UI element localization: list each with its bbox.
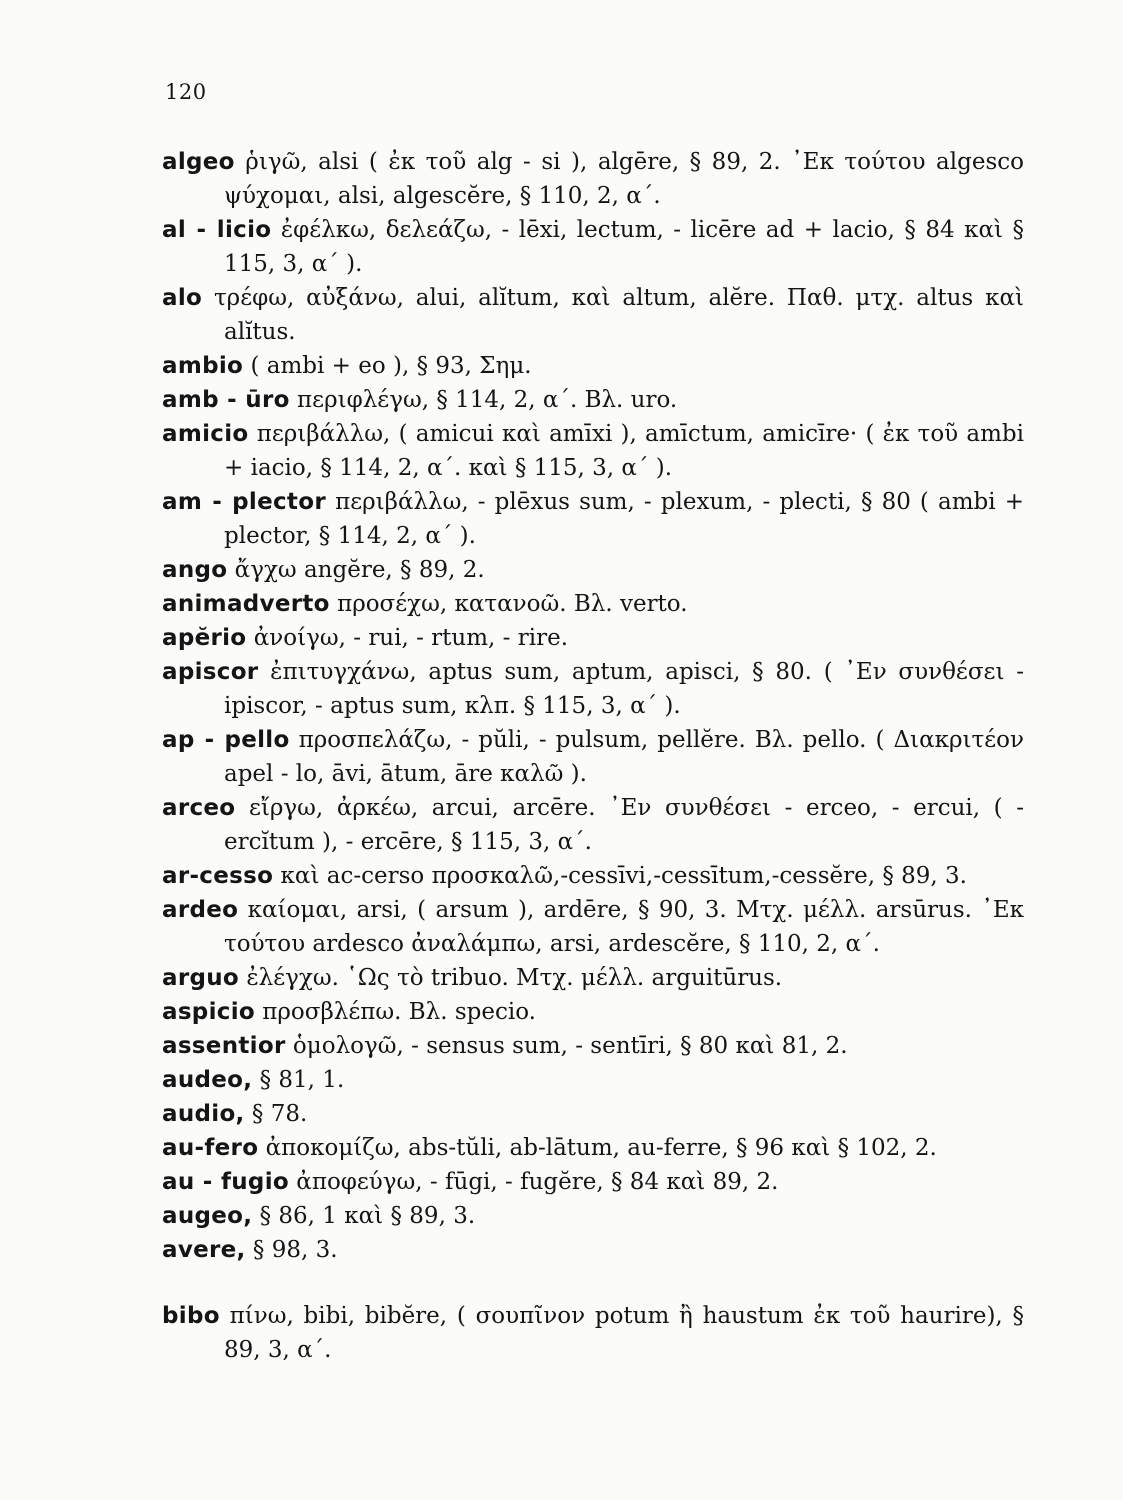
definition: περιβάλλω, ( amicui καὶ amīxi ), amīctum, amicīre· ( ἐκ τοῦ ambi + iacio, § 114, 2, α΄. καὶ § 115, 3, α΄ ). xyxy=(224,421,1024,481)
entry-avere xyxy=(162,1233,1024,1267)
entry-list xyxy=(162,145,1024,1367)
entry-bibo xyxy=(162,1299,1024,1367)
headword: bibo xyxy=(162,1303,220,1329)
entry-alo xyxy=(162,281,1024,349)
definition: πίνω, bibi, bibĕre, ( σουπῖνον potum ἢ haustum ἐκ τοῦ haurire), § 89, 3, α΄. xyxy=(219,1303,1024,1363)
headword: algeo xyxy=(162,149,235,175)
entry-ap-pello xyxy=(162,723,1024,791)
headword: ap - pello xyxy=(162,727,290,753)
headword: arguo xyxy=(162,965,240,991)
definition: § 78. xyxy=(244,1101,308,1127)
entry-ardeo xyxy=(162,893,1024,961)
entry-apiscor xyxy=(162,655,1024,723)
headword: alo xyxy=(162,285,203,311)
headword: arceo xyxy=(162,795,236,821)
definition: ἀποκομίζω, abs-tŭli, ab-lātum, au-ferre, § 96 καὶ § 102, 2. xyxy=(258,1135,937,1161)
headword: amicio xyxy=(162,421,249,447)
definition: ἀνοίγω, - rui, - rtum, - rire. xyxy=(246,625,569,651)
definition: ἐπιτυγχάνω, aptus sum, aptum, apisci, § 80. ( ᾿Εν συνθέσει - ipiscor, - aptus sum, κλπ. § 115, 3, α΄ ). xyxy=(224,659,1024,719)
entry-amicio xyxy=(162,417,1024,485)
entry-ambio xyxy=(162,349,1024,383)
headword: audeo, xyxy=(162,1067,253,1093)
headword: ar-cesso xyxy=(162,863,274,889)
definition: τρέφω, αὐξάνω, alui, alĭtum, καὶ altum, alĕre. Παθ. μτχ. altus καὶ alĭtus. xyxy=(202,285,1024,345)
headword: ardeo xyxy=(162,897,239,923)
definition: ῥιγῶ, alsi ( ἐκ τοῦ alg - si ), algēre, § 89, 2. ᾿Εκ τούτου algesco ψύχομαι, alsi, algescĕre, § 110, 2, α΄. xyxy=(224,149,1024,209)
headword: audio, xyxy=(162,1101,245,1127)
entry-algeo xyxy=(162,145,1024,213)
headword: al - licio xyxy=(162,217,272,243)
entry-arguo xyxy=(162,961,1024,995)
headword: apiscor xyxy=(162,659,259,685)
definition: ἄγχω angĕre, § 89, 2. xyxy=(227,557,485,583)
entry-aperio xyxy=(162,621,1024,655)
entry-au-fero xyxy=(162,1131,1024,1165)
entry-ar-cesso xyxy=(162,859,1024,893)
headword: animadverto xyxy=(162,591,330,617)
entry-al-licio xyxy=(162,213,1024,281)
entry-arceo xyxy=(162,791,1024,859)
definition: προσβλέπω. Βλ. specio. xyxy=(254,999,536,1025)
entry-am-plector xyxy=(162,485,1024,553)
entry-assentior xyxy=(162,1029,1024,1063)
definition: εἴργω, ἀρκέω, arcui, arcēre. ᾿Εν συνθέσει - erceo, - ercui, ( - ercĭtum ), - ercēre, § 115, 3, α΄. xyxy=(224,795,1024,855)
headword: augeo, xyxy=(162,1203,253,1229)
definition: περιβάλλω, - plēxus sum, - plexum, - plecti, § 80 ( ambi + plector, § 114, 2, α΄ ). xyxy=(224,489,1024,549)
definition: καίομαι, arsi, ( arsum ), ardēre, § 90, 3. Μτχ. μέλλ. arsūrus. ᾿Εκ τούτου ardesco ἀναλάμπω, arsi, ardescĕre, § 110, 2, α΄. xyxy=(224,897,1024,957)
entry-animadverto xyxy=(162,587,1024,621)
definition: καὶ ac-cerso προσκαλῶ,-cessīvi,-cessītum,-cessĕre, § 89, 3. xyxy=(273,863,967,889)
headword: apĕrio xyxy=(162,625,247,651)
entry-audio xyxy=(162,1097,1024,1131)
definition: § 86, 1 καὶ § 89, 3. xyxy=(252,1203,476,1229)
definition: ἐλέγχω. ῾Ως τὸ tribuo. Μτχ. μέλλ. arguitūrus. xyxy=(239,965,783,991)
headword: avere, xyxy=(162,1237,246,1263)
headword: am - plector xyxy=(162,489,326,515)
headword: ambio xyxy=(162,353,244,379)
headword: assentior xyxy=(162,1033,286,1059)
headword: aspicio xyxy=(162,999,255,1025)
definition: προσπελάζω, - pŭli, - pulsum, pellĕre. Βλ. pello. ( Διακριτέον apel - lo, āvi, ātum, āre καλῶ ). xyxy=(224,727,1024,787)
definition: § 98, 3. xyxy=(245,1237,338,1263)
headword: amb - ūro xyxy=(162,387,290,413)
entry-augeo xyxy=(162,1199,1024,1233)
entry-ango xyxy=(162,553,1024,587)
definition: περιφλέγω, § 114, 2, α΄. Βλ. uro. xyxy=(289,387,678,413)
headword: ango xyxy=(162,557,228,583)
entry-audeo xyxy=(162,1063,1024,1097)
entry-au-fugio xyxy=(162,1165,1024,1199)
headword: au - fugio xyxy=(162,1169,289,1195)
definition: ὁμολογῶ, - sensus sum, - sentīri, § 80 καὶ 81, 2. xyxy=(285,1033,848,1059)
entry-amb-uro xyxy=(162,383,1024,417)
definition: προσέχω, κατανοῶ. Βλ. verto. xyxy=(329,591,688,617)
definition: § 81, 1. xyxy=(252,1067,345,1093)
entry-aspicio xyxy=(162,995,1024,1029)
headword: au-fero xyxy=(162,1135,259,1161)
definition: ἀποφεύγω, - fūgi, - fugĕre, § 84 καὶ 89, 2. xyxy=(288,1169,779,1195)
definition: ἐφέλκω, δελεάζω, - lēxi, lectum, - licēre ad + lacio, § 84 καὶ § 115, 3, α΄ ). xyxy=(224,217,1024,277)
definition: ( ambi + eo ), § 93, Σημ. xyxy=(243,353,532,379)
page-number: 120 xyxy=(165,80,207,104)
